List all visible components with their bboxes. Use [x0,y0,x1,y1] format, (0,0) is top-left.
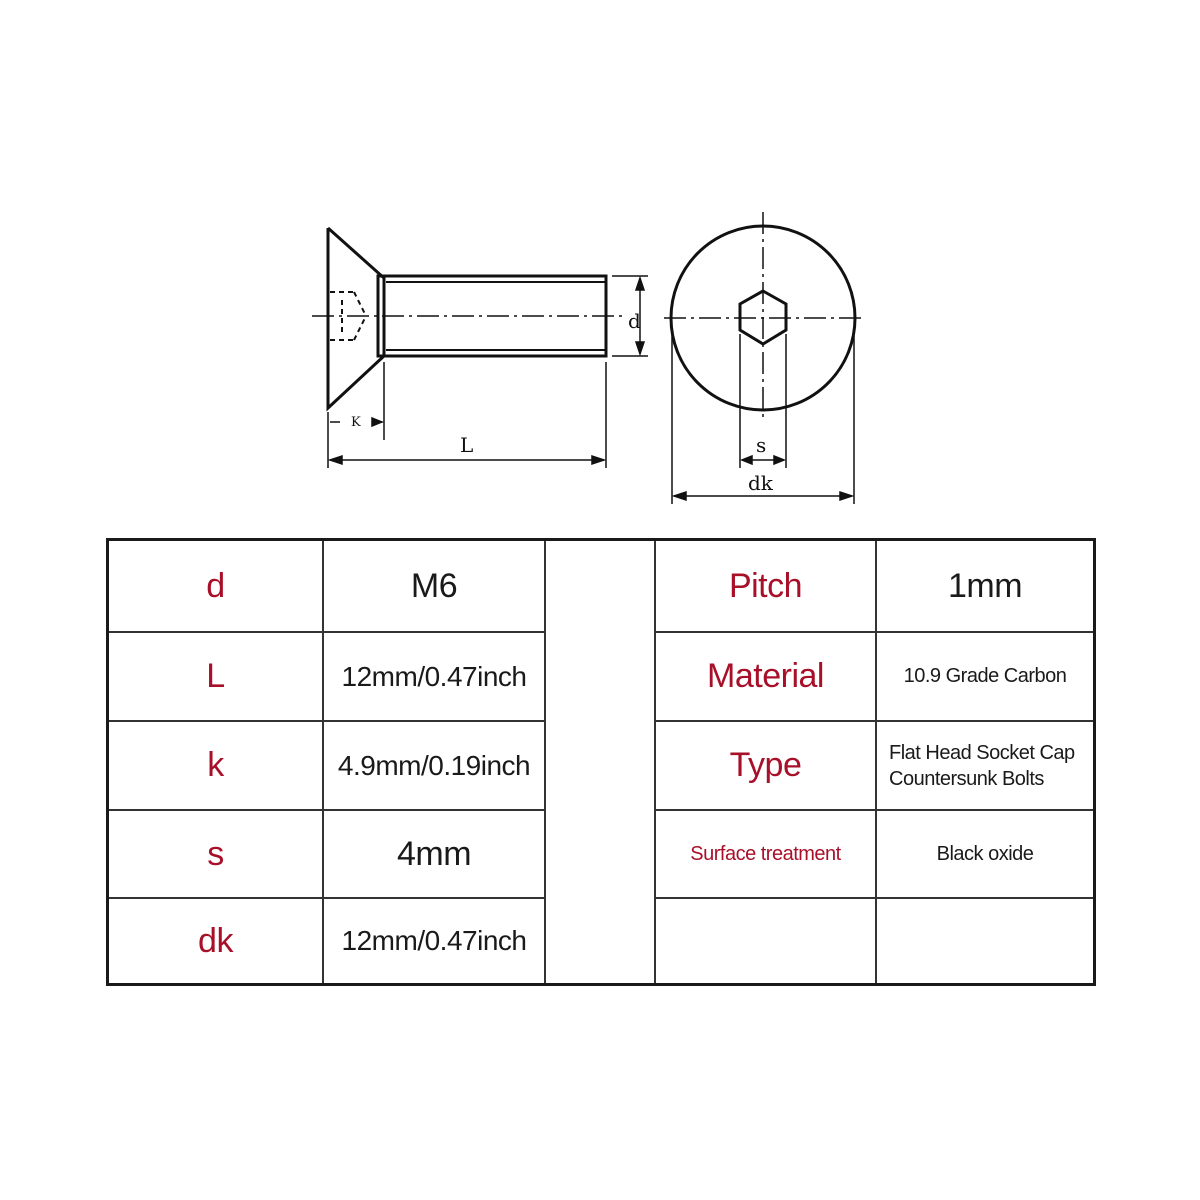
spec-label-k: k [207,746,224,784]
spec-table [106,538,1096,986]
spec-value-k: 4.9mm/0.19inch [337,749,531,781]
dim-label-k: K [351,415,361,430]
dim-label-s: s [756,433,767,457]
spec-value-d: M6 [410,566,458,605]
spec-value-type-line2: Countersunk Bolts [889,767,1044,790]
end-view [664,212,866,418]
spec-value-type [877,722,1093,809]
bolt-technical-drawing [0,0,1200,530]
spec-label-empty [656,899,875,983]
spec-value-type-line1: Flat Head Socket Cap [889,741,1075,764]
spec-value-material: 10.9 Grade Carbon [903,665,1067,687]
spec-label-l: L [206,657,225,695]
spec-label-pitch: Pitch [728,566,803,605]
spec-label-d: d [206,566,225,605]
side-dimensions [328,276,648,468]
spec-value-empty [877,899,1093,983]
spec-label-type: Type [729,746,802,784]
dim-label-l: L [460,433,474,457]
dim-label-dk: dk [748,471,773,495]
spec-value-surface-treatment: Black oxide [936,842,1034,865]
spec-value-l: 12mm/0.47inch [341,660,527,692]
spec-label-material: Material [707,657,824,695]
spec-label-s: s [207,834,224,873]
bolt-head-outline [328,228,384,408]
spec-label-surface-treatment: Surface treatment [690,842,841,865]
spec-value-pitch: 1mm [947,566,1023,605]
spec-value-s: 4mm [396,834,472,873]
side-view [312,228,626,408]
spec-value-dk: 12mm/0.47inch [341,925,527,956]
table-divider [544,541,546,983]
dim-label-d: d [628,309,641,333]
spec-label-dk: dk [198,921,233,960]
